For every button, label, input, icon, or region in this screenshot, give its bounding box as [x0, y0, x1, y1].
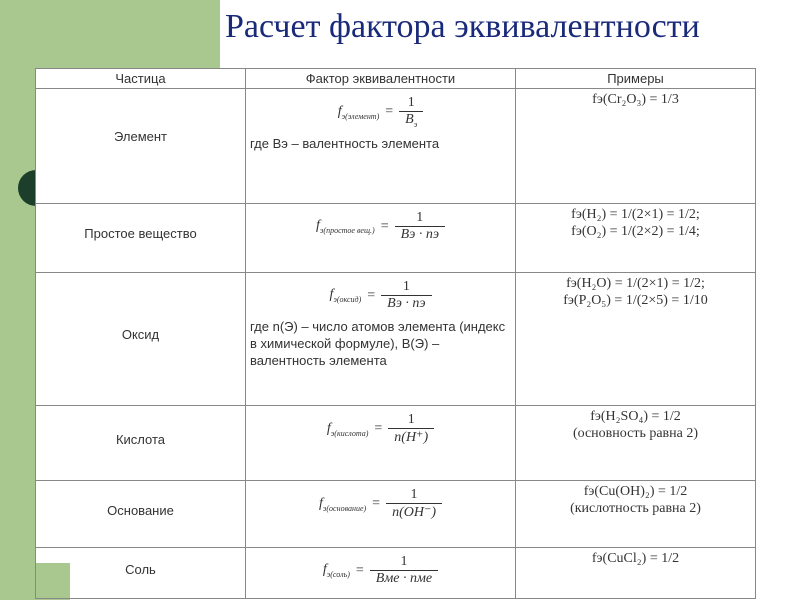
table-header-row — [36, 69, 756, 89]
table-row — [36, 89, 756, 204]
table-row — [36, 481, 756, 548]
particle-name: Основание — [107, 503, 174, 518]
header-factor: Фактор эквивалентности — [246, 69, 516, 89]
factor-cell — [246, 481, 516, 548]
example-line: (кислотность равна 2) — [570, 501, 701, 516]
table-row — [36, 406, 756, 481]
particle-cell — [36, 89, 246, 204]
example-line: fэ(Cu(OH)₂) = 1/2 — [583, 484, 688, 499]
example-line: fэ(Cr₂O₃) = 1/3 — [592, 92, 679, 107]
particle-name: Соль — [125, 562, 156, 577]
formula: $f_{э(кислота)}$ = $\frac{1}{n(H^+)}$ — [250, 412, 511, 446]
factor-cell — [246, 204, 516, 273]
examples-cell — [516, 548, 756, 599]
table-row — [36, 273, 756, 406]
header-particle: Частица — [36, 69, 246, 89]
formula: $f_{э(основание)}$ = $\frac{1}{n(OH^-)}$ — [250, 487, 511, 521]
factor-cell — [246, 89, 516, 204]
particle-cell — [36, 204, 246, 273]
example-line: fэ(H₂O) = 1/(2×1) = 1/2; — [566, 276, 705, 291]
particle-cell — [36, 406, 246, 481]
example-line: fэ(CuCl₂) = 1/2 — [591, 551, 680, 566]
formula: $f_{э(оксид)}$ = $\frac{1}{Bэ \cdot nэ}$ — [250, 279, 511, 312]
formula-note: где n(Э) – число атомов элемента (индекс в химической формуле), В(Э) – валентность элемента — [250, 319, 506, 368]
table-row — [36, 204, 756, 273]
examples-cell — [516, 204, 756, 273]
particle-name: Простое вещество — [84, 226, 197, 241]
particle-name: Элемент — [113, 129, 168, 144]
formula: $f_{э(элемент)}$ = $\frac{1}{B_э}$ — [250, 95, 511, 129]
examples-cell — [516, 406, 756, 481]
example-line: fэ(O₂) = 1/(2×2) = 1/4; — [571, 224, 700, 239]
example-line: fэ(P₂O₅) = 1/(2×5) = 1/10 — [563, 293, 708, 308]
equivalence-table — [35, 68, 755, 586]
header-examples: Примеры — [516, 69, 756, 89]
particle-cell — [36, 481, 246, 548]
example-line: fэ(H₂SO₄) = 1/2 — [590, 409, 681, 424]
formula: $f_{э(соль)}$ = $\frac{1}{\text{Bме · nме}}$ — [250, 554, 511, 587]
formula-note: где Вэ – валентность элемента — [250, 135, 440, 151]
factor-cell — [246, 406, 516, 481]
example-line: (основность равна 2) — [572, 426, 699, 441]
examples-cell — [516, 89, 756, 204]
formula: $f_{э(простое вещ.)}$ = $\frac{1}{Bэ \cdot nэ}$ — [250, 210, 511, 243]
particle-cell — [36, 273, 246, 406]
particle-cell — [36, 548, 246, 599]
particle-name: Оксид — [121, 327, 160, 342]
green-top-band — [70, 0, 220, 68]
example-line: fэ(H₂) = 1/(2×1) = 1/2; — [571, 207, 700, 222]
slide-title: Расчет фактора эквивалентности — [225, 8, 700, 45]
particle-name: Кислота — [115, 432, 166, 447]
table-row — [36, 548, 756, 599]
examples-cell — [516, 273, 756, 406]
factor-cell — [246, 548, 516, 599]
factor-cell — [246, 273, 516, 406]
examples-cell — [516, 481, 756, 548]
